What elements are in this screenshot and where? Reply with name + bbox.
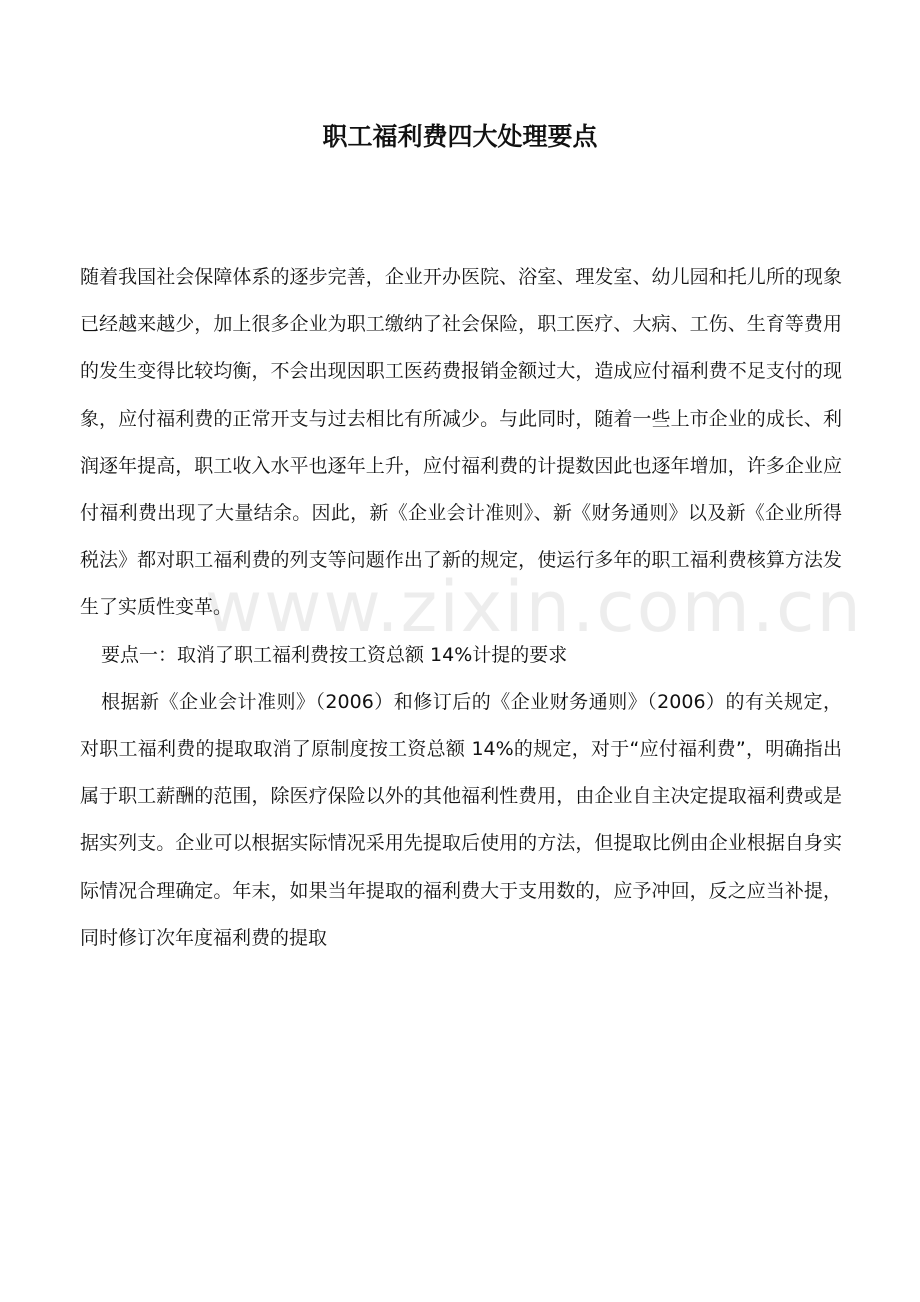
paragraph-point-one: 根据新《企业会计准则》（2006）和修订后的《企业财务通则》（2006）的有关规定，对职工福利费的提取取消了原制度按工资总额 14%的规定，对于“应付福利费”，明确指出属于职工薪酬的范围，除医疗保险以外的其他福利性费用，由企业自主决定提取福利费或是据实列支。企业可以根据实际情况采用先提取后使用的方法，但提取比例由企业根据自身实际情况合理确定。年末，如果当年提取的福利费大于支用数的，应予冲回，反之应当补提，同时修订次年度福利费的提取 [80, 690, 842, 949]
document-title: 职工福利费四大处理要点 [322, 122, 598, 151]
section-heading-point-one: 要点一：取消了职工福利费按工资总额 14%计提的要求 [101, 643, 568, 666]
document-body [80, 254, 842, 962]
watermark: www.zixin.com.cn [205, 566, 863, 648]
paragraph-intro: 随着我国社会保障体系的逐步完善，企业开办医院、浴室、理发室、幼儿园和托儿所的现象已经越来越少，加上很多企业为职工缴纳了社会保险，职工医疗、大病、工伤、生育等费用的发生变得比较均衡，不会出现因职工医药费报销金额过大，造成应付福利费不足支付的现象，应付福利费的正常开支与过去相比有所减少。与此同时，随着一些上市企业的成长、利润逐年提高，职工收入水平也逐年上升，应付福利费的计提数因此也逐年增加，许多企业应付福利费出现了大量结余。因此，新《企业会计准则》、新《财务通则》以及新《企业所得税法》都对职工福利费的列支等问题作出了新的规定，使运行多年的职工福利费核算方法发生了实质性变革。 [80, 266, 842, 619]
